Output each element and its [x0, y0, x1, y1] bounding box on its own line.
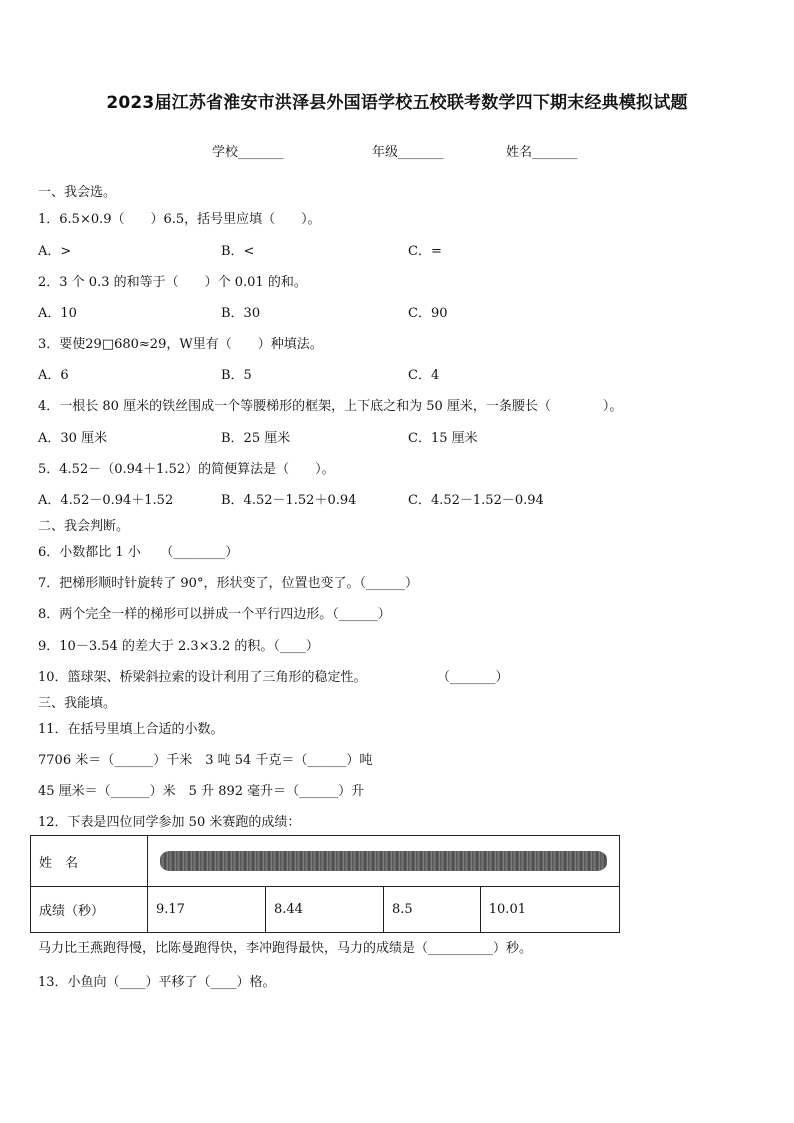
question-10: 10．篮球架、桥梁斜拉索的设计利用了三角形的稳定性。 — [38, 670, 367, 685]
table-cell-score: 10.01 — [480, 887, 619, 933]
question-12-tail: 马力比王燕跑得慢，比陈曼跑得快，李冲跑得最快，马力的成绩是（__________）秒。 — [38, 941, 533, 956]
question-5: 5．4.52－（0.94＋1.52）的简便算法是（ ）。 — [38, 462, 335, 477]
table-cell-score: 8.5 — [384, 887, 481, 933]
question-7: 7．把梯形顺时针旋转了 90°，形状变了，位置也变了。（______） — [38, 576, 418, 591]
grade-field: 年级_______ — [372, 145, 444, 160]
section-heading-1: 一、我会选。 — [38, 185, 117, 200]
q2-option-a: A．10 — [38, 306, 77, 321]
q5-option-c: C．4.52－1.52－0.94 — [408, 493, 544, 508]
question-12: 12．下表是四位同学参加 50 米赛跑的成绩： — [38, 815, 301, 830]
q1-option-a: A．> — [38, 244, 72, 259]
table-row — [31, 836, 620, 887]
q3-option-b: B．5 — [221, 368, 252, 383]
table-row — [31, 887, 620, 933]
page-title: 2023届江苏省淮安市洪泽县外国语学校五校联考数学四下期末经典模拟试题 — [106, 93, 688, 113]
names-obscured-cell — [148, 836, 620, 887]
question-4: 4．一根长 80 厘米的铁丝围成一个等腰梯形的框架，上下底之和为 50 厘米，一条腰长（ ）。 — [38, 399, 623, 414]
table-cell-score-label: 成绩（秒） — [31, 887, 148, 933]
question-9: 9．10－3.54 的差大于 2.3×3.2 的积。（____） — [38, 639, 319, 654]
section-heading-2: 二、我会判断。 — [38, 519, 130, 534]
q4-option-c: C．15 厘米 — [408, 431, 478, 446]
table-cell-score: 9.17 — [148, 887, 266, 933]
question-11-line-1: 7706 米＝（______）千米 3 吨 54 千克＝（______）吨 — [38, 753, 373, 768]
table-cell-score: 8.44 — [266, 887, 384, 933]
q2-option-c: C．90 — [408, 306, 448, 321]
question-3: 3．要使29□680≈29，W里有（ ）种填法。 — [38, 337, 323, 352]
question-1: 1．6.5×0.9（ ）6.5，括号里应填（ ）。 — [38, 212, 321, 227]
q3-option-a: A．6 — [38, 368, 69, 383]
scribbled-names-image — [160, 851, 607, 871]
question-11: 11．在括号里填上合适的小数。 — [38, 722, 224, 737]
q5-option-a: A．4.52－0.94＋1.52 — [38, 493, 174, 508]
name-field: 姓名_______ — [506, 145, 578, 160]
question-8: 8．两个完全一样的梯形可以拼成一个平行四边形。（______） — [38, 607, 391, 622]
q3-option-c: C．4 — [408, 368, 440, 383]
question-2: 2．3 个 0.3 的和等于（ ）个 0.01 的和。 — [38, 275, 307, 290]
q1-option-c: C．= — [408, 244, 442, 259]
school-field: 学校_______ — [212, 145, 284, 160]
question-10-answer-blank: （_______） — [437, 670, 509, 685]
q4-option-a: A．30 厘米 — [38, 431, 108, 446]
q4-option-b: B．25 厘米 — [221, 431, 291, 446]
scores-table — [30, 835, 620, 933]
section-heading-3: 三、我能填。 — [38, 696, 117, 711]
question-13: 13．小鱼向（____）平移了（____）格。 — [38, 975, 276, 990]
question-6: 6．小数都比 1 小 （________） — [38, 545, 239, 560]
q1-option-b: B．< — [221, 244, 255, 259]
q2-option-b: B．30 — [221, 306, 261, 321]
table-cell-name-label: 姓 名 — [31, 836, 148, 887]
q5-option-b: B．4.52－1.52＋0.94 — [221, 493, 357, 508]
question-11-line-2: 45 厘米＝（______）米 5 升 892 毫升＝（______）升 — [38, 784, 365, 799]
